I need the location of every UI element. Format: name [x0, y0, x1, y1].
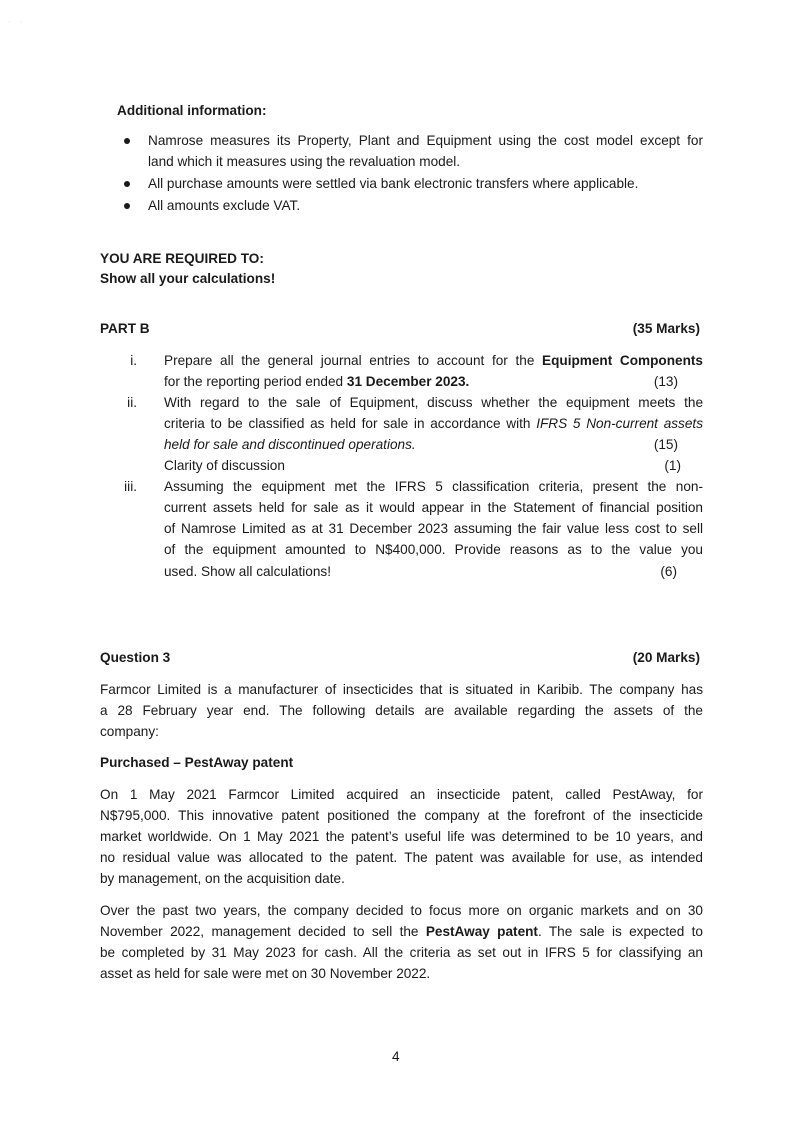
para1-line-3: market worldwide. On 1 May 2021 the patent’s useful life was determined to be 10 years, and: [100, 829, 703, 844]
para2-line-3: be completed by 31 May 2023 for cash. All the criteria as set out in IFRS 5 for classifying an: [100, 945, 703, 960]
item-iii-line-1: Assuming the equipment met the IFRS 5 classification criteria, present the non-: [164, 479, 703, 494]
item-i-text: Prepare all the general journal entries to account for the: [164, 353, 543, 368]
item-ii-text: criteria to be classified as held for sale in accordance with: [164, 416, 537, 431]
item-ii-line-3: held for sale and discontinued operations.: [164, 437, 416, 452]
item-iii-marks: (6): [660, 564, 677, 579]
page-number: 4: [392, 1049, 400, 1064]
item-iii-line-4: of the equipment amounted to N$400,000. Provide reasons as to the value you: [164, 542, 703, 557]
bullet-1-line-1: Namrose measures its Property, Plant and Equipment using the cost model except for: [148, 133, 703, 148]
item-ii-line-1: With regard to the sale of Equipment, discuss whether the equipment meets the: [164, 395, 703, 410]
question-3-header: [100, 647, 700, 668]
item-ii-italic-text: IFRS 5 Non-current assets: [536, 416, 703, 431]
required-heading: YOU ARE REQUIRED TO:: [100, 251, 264, 266]
part-b-title: PART B: [100, 321, 150, 336]
item-i-line-1: [164, 350, 703, 371]
item-iii-line-3: of Namrose Limited as at 31 December 2023 assuming the fair value less cost to sell: [164, 521, 703, 536]
para2-line-2: [100, 921, 703, 942]
item-ii-numeral: ii.: [127, 395, 137, 410]
item-i-marks: (13): [653, 374, 678, 389]
bullet-1-line-2: land which it measures using the revaluation model.: [148, 154, 461, 169]
clarity-marks: (1): [664, 458, 681, 473]
para2-bold-text: PestAway patent: [425, 924, 538, 939]
question-3-title: Question 3: [100, 650, 171, 665]
bullet-2: All purchase amounts were settled via bank electronic transfers where applicable.: [148, 176, 639, 191]
item-i-text-2: for the reporting period ended: [164, 374, 347, 389]
required-subheading: Show all your calculations!: [100, 271, 276, 286]
bullet-icon: [124, 138, 130, 144]
para1-line-2: N$795,000. This innovative patent positioned the company at the forefront of the insecticide: [100, 808, 703, 823]
para2-text: November 2022, management decided to sell the: [100, 924, 426, 939]
bullet-icon: [124, 181, 130, 187]
part-b-header: [100, 318, 700, 339]
para1-line-4: no residual value was allocated to the patent. The patent was available for use, as intended: [100, 850, 703, 865]
item-ii-line-2: [164, 413, 703, 434]
item-iii-numeral: iii.: [124, 479, 137, 494]
scan-artifact: · ·: [8, 19, 23, 26]
intro-line-2: a 28 February year end. The following details are available regarding the assets of the: [100, 703, 703, 718]
clarity-label: Clarity of discussion: [164, 458, 285, 473]
item-ii-marks: (15): [653, 437, 678, 452]
patent-subheading: Purchased – PestAway patent: [100, 755, 294, 770]
item-i-numeral: i.: [130, 353, 137, 368]
question-3-marks: (20 Marks): [632, 650, 700, 665]
bullet-3: All amounts exclude VAT.: [148, 198, 301, 213]
para1-line-5: by management, on the acquisition date.: [100, 871, 345, 886]
para2-text-post: . The sale is expected to: [537, 924, 703, 939]
intro-line-1: Farmcor Limited is a manufacturer of insecticides that is situated in Karibib. The company has: [100, 682, 703, 697]
item-i-date: 31 December 2023.: [346, 374, 470, 389]
para1-line-1: On 1 May 2021 Farmcor Limited acquired an insecticide patent, called PestAway, for: [100, 787, 703, 802]
item-i-bold-text: Equipment Components: [542, 353, 703, 368]
item-i-line-2: [164, 371, 469, 392]
para2-line-1: Over the past two years, the company decided to focus more on organic markets and on 30: [100, 903, 703, 918]
additional-info-heading: Additional information:: [117, 103, 267, 118]
item-iii-line-5: used. Show all calculations!: [164, 564, 331, 579]
part-b-marks: (35 Marks): [632, 321, 700, 336]
para2-line-4: asset as held for sale were met on 30 November 2022.: [100, 966, 431, 981]
intro-line-3: company:: [100, 724, 159, 739]
bullet-icon: [124, 203, 130, 209]
item-iii-line-2: current assets held for sale as it would appear in the Statement of financial position: [164, 500, 703, 515]
